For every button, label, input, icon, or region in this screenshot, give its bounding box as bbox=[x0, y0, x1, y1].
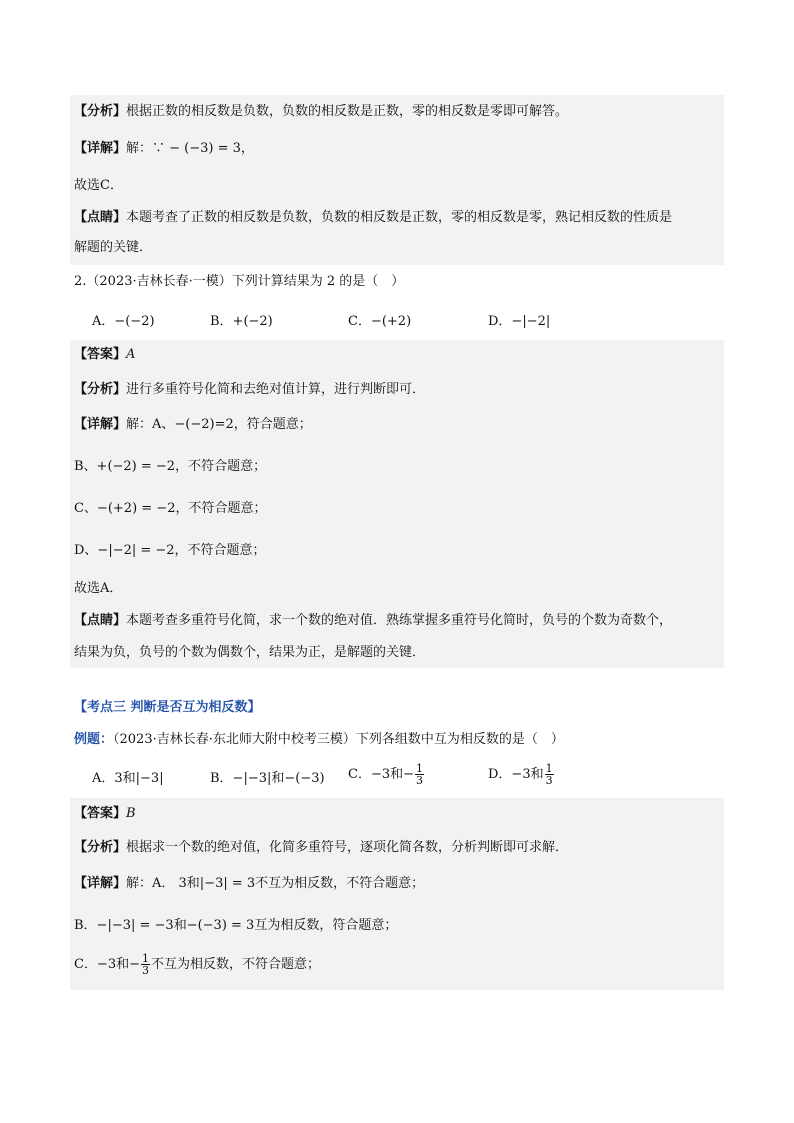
option-b: B．+(−2) bbox=[210, 314, 273, 329]
detail-line bbox=[74, 139, 254, 159]
choice-line-2 bbox=[74, 579, 122, 599]
question-2-stem bbox=[74, 272, 404, 292]
comment-text: 本题考查了正数的相反数是负数，负数的相反数是正数，零的相反数是零，熟记相反数的性质是 bbox=[126, 210, 673, 225]
comment-tag-2: 【点睛】 bbox=[74, 613, 127, 628]
comment-line-2 bbox=[74, 238, 152, 258]
choice-text: 故选C． bbox=[74, 178, 123, 193]
detail-b-line bbox=[74, 457, 266, 477]
detail-d: D、−|−2| = −2，不符合题意； bbox=[74, 543, 266, 558]
example-option-d bbox=[488, 763, 555, 786]
fraction-one-third-c: $\frac{1}{3}$ bbox=[142, 952, 150, 977]
answer-tag: 【答案】 bbox=[74, 347, 127, 362]
fraction-one-third: $\frac{1}{3}$ bbox=[416, 762, 424, 787]
detail-c-3-prefix: C．−3和− bbox=[74, 957, 141, 972]
detail-line-3 bbox=[74, 874, 424, 894]
section-heading-text: 【考点三 判断是否互为相反数】 bbox=[74, 700, 261, 715]
example-option-c bbox=[348, 763, 425, 786]
option-c: C．−(+2) bbox=[348, 314, 412, 329]
fraction-one-third-d: $\frac{1}{3}$ bbox=[545, 762, 553, 787]
detail-a-3: 解：A． 3和|−3| = 3不互为相反数，不符合题意； bbox=[126, 876, 425, 891]
detail-line-2 bbox=[74, 415, 312, 435]
analysis-text-3: 根据求一个数的绝对值，化简多重符号，逐项化简各数，分析判断即可求解． bbox=[126, 840, 569, 855]
analysis-line-2 bbox=[74, 380, 425, 400]
analysis-line bbox=[74, 102, 568, 122]
choice-line bbox=[74, 176, 123, 196]
option-a: A．−(−2) bbox=[92, 314, 155, 329]
detail-c: C、−(+2) = −2，不符合题意； bbox=[74, 501, 267, 516]
option-d: D．−|−2| bbox=[488, 314, 551, 329]
example-option-c-prefix: C．−3和− bbox=[348, 767, 415, 782]
answer-line bbox=[74, 345, 135, 365]
example-stem-line bbox=[74, 730, 564, 750]
detail-c-line-3 bbox=[74, 953, 320, 976]
analysis-line-3 bbox=[74, 838, 568, 858]
detail-text: 解：∵ − (−3) = 3， bbox=[126, 141, 254, 156]
example-option-a: A．3和|−3| bbox=[92, 771, 164, 786]
detail-b: B、+(−2) = −2，不符合题意； bbox=[74, 459, 267, 474]
detail-tag-2: 【详解】 bbox=[74, 417, 127, 432]
answer-line-3 bbox=[74, 804, 136, 824]
example-option-b: B．−|−3|和−(−3) bbox=[210, 771, 325, 786]
detail-a: 解：A、−(−2)=2，符合题意； bbox=[126, 417, 312, 432]
detail-b-line-3 bbox=[74, 916, 397, 936]
question-2-text: 2.（2023·吉林长春·一模）下列计算结果为 2 的是（ ） bbox=[74, 274, 405, 289]
comment-text-2b: 结果为负，负号的个数为偶数个，结果为正，是解题的关键． bbox=[74, 645, 426, 660]
comment-line-2a bbox=[74, 611, 672, 631]
section-heading bbox=[74, 698, 261, 718]
choice-text-2: 故选A． bbox=[74, 581, 123, 596]
analysis-tag-3: 【分析】 bbox=[74, 840, 127, 855]
analysis-tag: 【分析】 bbox=[74, 104, 127, 119]
detail-tag: 【详解】 bbox=[74, 141, 127, 156]
detail-tag-3: 【详解】 bbox=[74, 876, 127, 891]
comment-text-cont: 解题的关键． bbox=[74, 240, 153, 255]
example-option-d-prefix: D．−3和 bbox=[488, 767, 544, 782]
example-stem: （2023·吉林长春·东北师大附中校考三模）下列各组数中互为相反数的是（ ） bbox=[113, 732, 564, 747]
answer-value-3: B bbox=[126, 806, 136, 821]
comment-tag: 【点睛】 bbox=[74, 210, 127, 225]
comment-text-2a: 本题考查多重符号化简，求一个数的绝对值．熟练掌握多重符号化简时，负号的个数为奇数个， bbox=[126, 613, 673, 628]
analysis-text: 根据正数的相反数是负数，负数的相反数是正数，零的相反数是零即可解答。 bbox=[126, 104, 569, 119]
detail-c-3-suffix: 不互为相反数，不符合题意； bbox=[151, 957, 321, 972]
answer-value: A bbox=[126, 347, 136, 362]
detail-c-line bbox=[74, 499, 266, 519]
analysis-text-2: 进行多重符号化简和去绝对值计算，进行判断即可． bbox=[126, 382, 426, 397]
comment-line-2b bbox=[74, 643, 425, 663]
example-label: 例题： bbox=[74, 732, 114, 747]
analysis-tag-2: 【分析】 bbox=[74, 382, 127, 397]
answer-tag-3: 【答案】 bbox=[74, 806, 127, 821]
detail-d-line bbox=[74, 541, 266, 561]
comment-line-1 bbox=[74, 208, 672, 228]
detail-b-3: B．−|−3| = −3和−(−3) = 3互为相反数，符合题意； bbox=[74, 918, 398, 933]
